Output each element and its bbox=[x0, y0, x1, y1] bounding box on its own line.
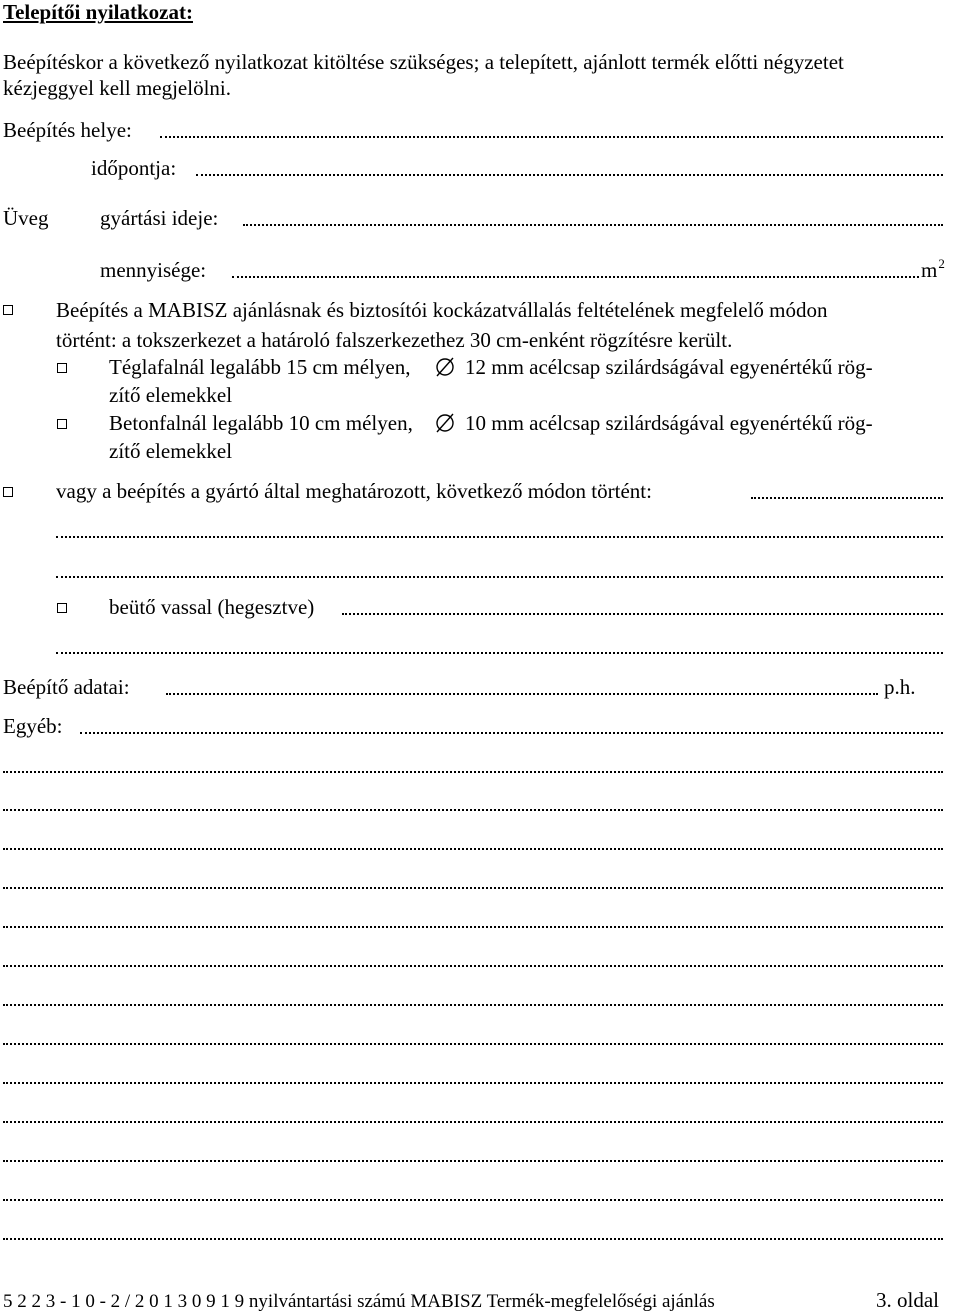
concrete-wall-text-b: 10 mm acélcsap szilárdságával egyenértékű rög- bbox=[465, 411, 873, 435]
option1-line-1: Beépítés a MABISZ ajánlásnak és biztosítói kockázatvállalás feltételének megfelelő módon bbox=[56, 298, 828, 322]
footer-page-number: 3. oldal bbox=[876, 1288, 939, 1312]
glass-label: Üveg bbox=[3, 206, 49, 230]
quantity-dots[interactable] bbox=[232, 276, 919, 278]
other-dots-line[interactable] bbox=[3, 1238, 943, 1240]
installer-stamp-label: p.h. bbox=[884, 675, 916, 699]
diameter-icon bbox=[434, 412, 456, 434]
option2-dots-3[interactable] bbox=[56, 576, 943, 578]
other-dots-line[interactable] bbox=[3, 1160, 943, 1162]
other-dots-line[interactable] bbox=[3, 809, 943, 811]
place-label: Beépítés helye: bbox=[3, 118, 132, 142]
welded-label: beütő vassal (hegesztve) bbox=[109, 595, 315, 619]
concrete-wall-checkbox[interactable] bbox=[57, 419, 67, 429]
other-dots[interactable] bbox=[80, 732, 943, 734]
quantity-unit: $m^2$ bbox=[921, 256, 945, 282]
installer-label: Beépítő adatai: bbox=[3, 675, 130, 699]
concrete-wall-line-2: zítő elemekkel bbox=[109, 439, 233, 463]
mfg-date-dots[interactable] bbox=[243, 224, 943, 226]
brick-wall-text-b: 12 mm acélcsap szilárdságával egyenértékű rög- bbox=[465, 355, 873, 379]
other-dots-line[interactable] bbox=[3, 926, 943, 928]
intro-line-1: Beépítéskor a következő nyilatkozat kitöltése szükséges; a telepített, ajánlott termék előtti négyzetet bbox=[3, 50, 844, 74]
other-dots-line[interactable] bbox=[3, 1004, 943, 1006]
option1-line-2: történt: a tokszerkezet a határoló falszerkezethez 30 cm-enként rögzítésre került. bbox=[56, 328, 733, 352]
option2-checkbox[interactable] bbox=[3, 487, 13, 497]
option1-checkbox[interactable] bbox=[3, 305, 13, 315]
option2-line-1: vagy a beépítés a gyártó által meghatározott, következő módon történt: bbox=[56, 479, 652, 503]
other-dots-line[interactable] bbox=[3, 1121, 943, 1123]
welded-dots[interactable] bbox=[342, 613, 943, 615]
welded-checkbox[interactable] bbox=[57, 603, 67, 613]
brick-wall-text-a: Téglafalnál legalább 15 cm mélyen, bbox=[109, 355, 411, 379]
date-label: időpontja: bbox=[91, 156, 177, 180]
concrete-wall-text-a: Betonfalnál legalább 10 cm mélyen, bbox=[109, 411, 413, 435]
other-dots-line[interactable] bbox=[3, 771, 943, 773]
installer-dots[interactable] bbox=[166, 693, 878, 695]
other-dots-line[interactable] bbox=[3, 848, 943, 850]
option2-dots-2[interactable] bbox=[56, 536, 943, 538]
date-dots[interactable] bbox=[196, 174, 943, 176]
other-dots-line[interactable] bbox=[3, 1043, 943, 1045]
place-dots[interactable] bbox=[160, 136, 943, 138]
brick-wall-checkbox[interactable] bbox=[57, 363, 67, 373]
quantity-label: mennyisége: bbox=[100, 258, 207, 282]
diameter-icon bbox=[434, 356, 456, 378]
other-dots-line[interactable] bbox=[3, 965, 943, 967]
footer-reference: 5 2 2 3 - 1 0 - 2 / 2 0 1 3 0 9 1 9 nyilvántartási számú MABISZ Termék-megfelelőségi ajánlás bbox=[3, 1291, 715, 1312]
option2-dots-1[interactable] bbox=[751, 497, 943, 499]
other-dots-line[interactable] bbox=[3, 887, 943, 889]
other-label: Egyéb: bbox=[3, 714, 63, 738]
brick-wall-line-2: zítő elemekkel bbox=[109, 383, 233, 407]
other-dots-line[interactable] bbox=[3, 1082, 943, 1084]
page-title: Telepítői nyilatkozat: bbox=[3, 0, 193, 24]
welded-dots-2[interactable] bbox=[56, 652, 943, 654]
mfg-date-label: gyártási ideje: bbox=[100, 206, 219, 230]
intro-line-2: kézjeggyel kell megjelölni. bbox=[3, 76, 232, 100]
other-dots-line[interactable] bbox=[3, 1199, 943, 1201]
